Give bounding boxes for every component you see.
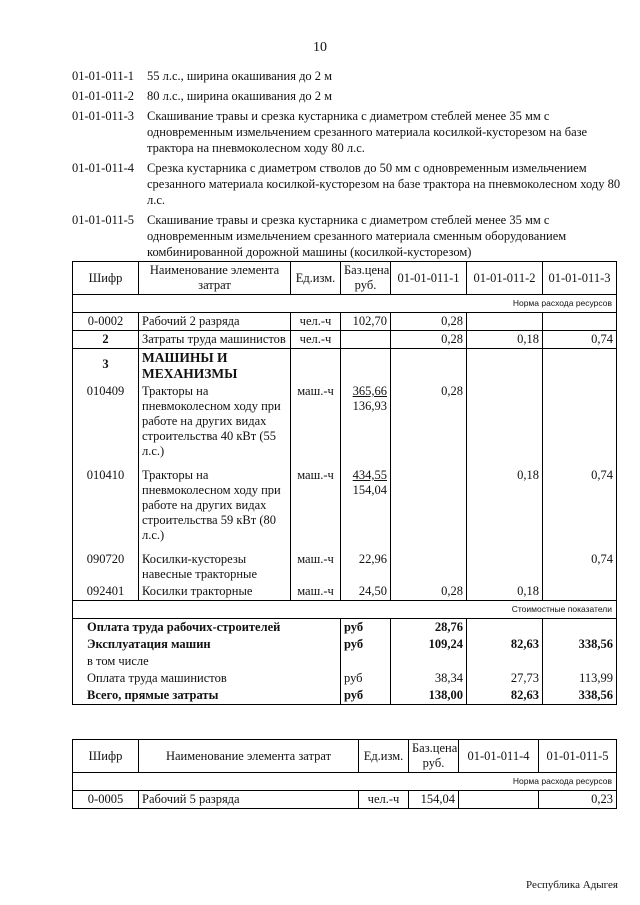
cost-value (543, 653, 617, 670)
cost-name: в том числе (73, 653, 341, 670)
table-row (73, 349, 617, 384)
cell-value: 0,28 (391, 583, 467, 601)
description: Скашивание травы и срезка кустарника с диаметром стеблей менее 35 мм с одновременным измельчением срезанного материала сменным оборудованием комбинированной дорожной машины (косилкой-кусторезом) (147, 213, 567, 259)
cost-name: Всего, прямые затраты (73, 687, 341, 705)
code: 01-01-011-4 (72, 161, 135, 175)
header-cell: Ед.изм. (359, 740, 409, 773)
code-descriptions (72, 68, 632, 264)
cost-value (467, 653, 543, 670)
cell-name: Косилки-кусторезы навесные тракторные (139, 544, 291, 583)
cell-value (467, 313, 543, 331)
cost-value: 338,56 (543, 636, 617, 653)
norm-label: Норма расхода ресурсов (73, 295, 617, 313)
cell-code: 0-0002 (73, 313, 139, 331)
code: 01-01-011-3 (72, 109, 135, 123)
cell-value (543, 583, 617, 601)
description: 55 л.с., ширина окашивания до 2 м (147, 69, 333, 83)
cell-name: Косилки тракторные (139, 583, 291, 601)
price-labor: 154,04 (352, 483, 387, 497)
cell-unit (291, 349, 341, 384)
cost-unit (341, 653, 391, 670)
cell-code: 010410 (73, 460, 139, 544)
cell-name: Затраты труда машинистов (139, 331, 291, 349)
cell-value: 0,74 (543, 331, 617, 349)
header-cell: 01-01-011-4 (459, 740, 539, 773)
table-row (73, 583, 617, 601)
header-cell: Ед.изм. (291, 262, 341, 295)
cell-code: 3 (73, 349, 139, 384)
table-row (73, 460, 617, 544)
cost-value: 28,76 (391, 619, 467, 637)
description: 80 л.с., ширина окашивания до 2 м (147, 89, 333, 103)
cost-value (391, 653, 467, 670)
cell-price (341, 460, 391, 544)
cell-name: Рабочий 2 разряда (139, 313, 291, 331)
header-cell: Баз.цена руб. (341, 262, 391, 295)
cell-value: 0,28 (391, 331, 467, 349)
cell-value (391, 349, 467, 384)
code: 01-01-011-2 (72, 89, 135, 103)
cost-row (73, 670, 617, 687)
cell-unit: маш.-ч (291, 583, 341, 601)
resource-table-2 (72, 739, 617, 809)
section-label-row (73, 773, 617, 791)
cell-price (341, 383, 391, 460)
header-cell: Шифр (73, 262, 139, 295)
cell-value: 0,18 (467, 331, 543, 349)
cell-value (467, 383, 543, 460)
table-row (73, 331, 617, 349)
cell-unit: маш.-ч (291, 544, 341, 583)
cell-unit: маш.-ч (291, 383, 341, 460)
header-cell: 01-01-011-1 (391, 262, 467, 295)
footer-region: Республика Адыгея (525, 879, 618, 891)
code: 01-01-011-1 (72, 69, 135, 83)
cell-price (341, 331, 391, 349)
cost-unit: руб (341, 670, 391, 687)
table-header-row (73, 262, 617, 295)
cost-unit: руб (341, 687, 391, 705)
cell-value (467, 544, 543, 583)
cost-value (467, 619, 543, 637)
cell-value (391, 544, 467, 583)
cell-value: 0,28 (391, 383, 467, 460)
table-header-row (73, 740, 617, 773)
code: 01-01-011-5 (72, 213, 135, 227)
page-number: 10 (313, 40, 327, 55)
table-row (73, 383, 617, 460)
cell-code: 090720 (73, 544, 139, 583)
cost-value: 113,99 (543, 670, 617, 687)
cell-price: 22,96 (341, 544, 391, 583)
cell-price: 102,70 (341, 313, 391, 331)
cell-name: Рабочий 5 разряда (139, 791, 359, 809)
cost-value: 38,34 (391, 670, 467, 687)
price-base: 365,66 (352, 384, 387, 398)
cost-value: 82,63 (467, 636, 543, 653)
description: Срезка кустарника с диаметром стволов до 50 мм с одновременным измельчением срезанного материала косилкой-кусторезом на базе трактора на пневмоколесном ходу 80 л.с. (147, 161, 621, 207)
cost-value: 138,00 (391, 687, 467, 705)
cell-name: Тракторы на пневмоколесном ходу при работе на других видах строительства 40 кВт (55 л.с.) (139, 383, 291, 460)
cell-code: 0-0005 (73, 791, 139, 809)
cell-value: 0,74 (543, 544, 617, 583)
table-row (73, 313, 617, 331)
resource-table-1 (72, 261, 617, 705)
code-description-row (72, 68, 632, 84)
code-description-row (72, 108, 632, 156)
table-row (73, 544, 617, 583)
cell-value (391, 460, 467, 544)
cell-name: Тракторы на пневмоколесном ходу при работе на других видах строительства 59 кВт (80 л.с.) (139, 460, 291, 544)
cell-value: 0,18 (467, 583, 543, 601)
cell-price (341, 349, 391, 384)
code-description-row (72, 212, 632, 260)
section-label-row (73, 295, 617, 313)
cell-value: 0,28 (391, 313, 467, 331)
cell-code: 010409 (73, 383, 139, 460)
cost-name: Эксплуатация машин (73, 636, 341, 653)
cost-value: 338,56 (543, 687, 617, 705)
header-cell: 01-01-011-5 (539, 740, 617, 773)
header-cell: Наименование элемента затрат (139, 262, 291, 295)
cell-value (459, 791, 539, 809)
cell-code: 092401 (73, 583, 139, 601)
cell-value: 0,74 (543, 460, 617, 544)
cell-unit: чел.-ч (291, 313, 341, 331)
header-cell: Баз.цена руб. (409, 740, 459, 773)
header-cell: Шифр (73, 740, 139, 773)
cell-value (467, 349, 543, 384)
cost-row (73, 653, 617, 670)
header-cell: 01-01-011-2 (467, 262, 543, 295)
section-label-row (73, 601, 617, 619)
cell-value: 0,23 (539, 791, 617, 809)
norm-label: Норма расхода ресурсов (73, 773, 617, 791)
cell-value (543, 383, 617, 460)
cell-value: 0,18 (467, 460, 543, 544)
cost-unit: руб (341, 619, 391, 637)
cell-unit: чел.-ч (291, 331, 341, 349)
price-base: 434,55 (352, 468, 387, 482)
header-cell: Наименование элемента затрат (139, 740, 359, 773)
code-description-row (72, 88, 632, 104)
description: Скашивание травы и срезка кустарника с диаметром стеблей менее 35 мм с одновременным измельчением срезанного материала косилкой-кусторезом на базе трактора на пневмоколесном ходу 80 л.с. (147, 109, 588, 155)
cost-row (73, 619, 617, 637)
cell-name: МАШИНЫ И МЕХАНИЗМЫ (139, 349, 291, 384)
cell-price: 24,50 (341, 583, 391, 601)
cell-unit: маш.-ч (291, 460, 341, 544)
cost-label: Стоимостные показатели (73, 601, 617, 619)
header-cell: 01-01-011-3 (543, 262, 617, 295)
code-description-row (72, 160, 632, 208)
cost-value: 109,24 (391, 636, 467, 653)
cell-price: 154,04 (409, 791, 459, 809)
cost-value: 82,63 (467, 687, 543, 705)
cell-code: 2 (73, 331, 139, 349)
cost-row (73, 687, 617, 705)
cost-unit: руб (341, 636, 391, 653)
cost-name: Оплата труда рабочих-строителей (73, 619, 341, 637)
table-row (73, 791, 617, 809)
cell-value (543, 349, 617, 384)
cost-row (73, 636, 617, 653)
cost-value: 27,73 (467, 670, 543, 687)
price-labor: 136,93 (352, 399, 387, 413)
cost-value (543, 619, 617, 637)
cost-name: Оплата труда машинистов (73, 670, 341, 687)
cell-value (543, 313, 617, 331)
cell-unit: чел.-ч (359, 791, 409, 809)
